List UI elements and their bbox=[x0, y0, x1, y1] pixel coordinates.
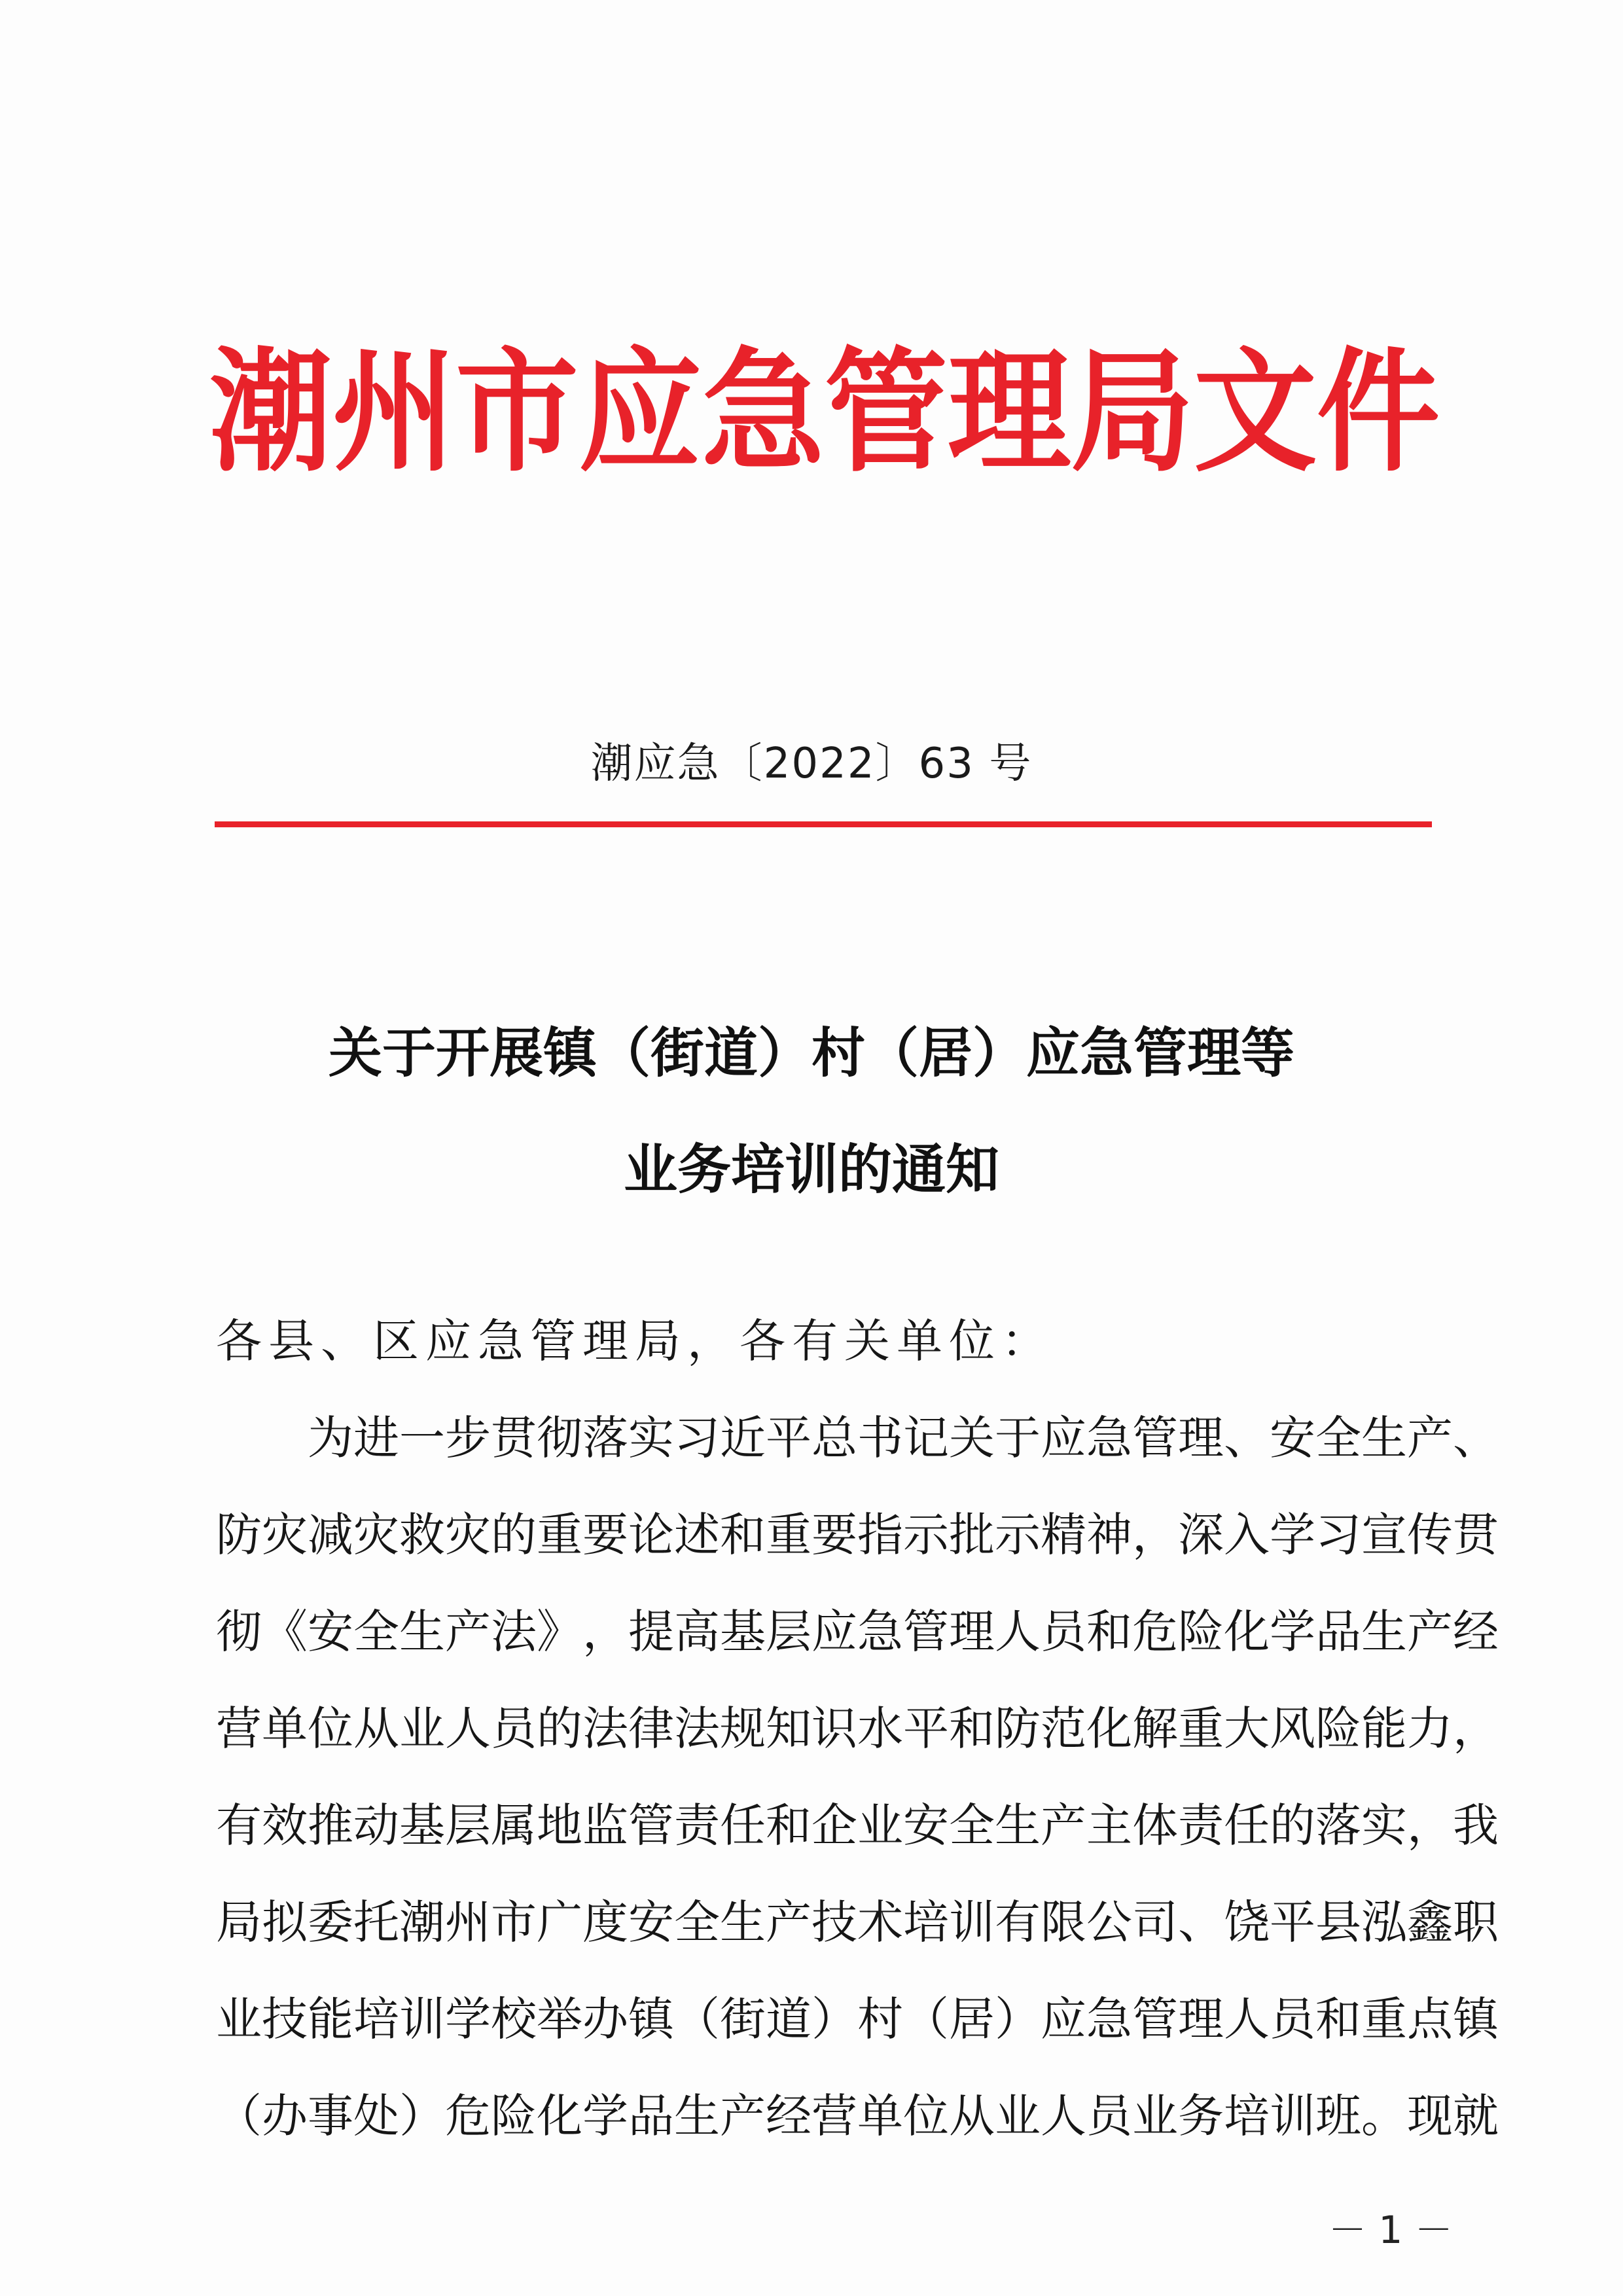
body-char: 落 bbox=[1315, 1799, 1361, 1852]
body-char: 力 bbox=[1407, 1702, 1453, 1755]
body-char: 于 bbox=[995, 1411, 1041, 1465]
masthead-char: 急 bbox=[702, 334, 825, 490]
body-char: 示 bbox=[995, 1508, 1041, 1562]
body-char: 和 bbox=[720, 1508, 766, 1562]
body-char: 管 bbox=[903, 1605, 949, 1659]
body-char: 校 bbox=[491, 1992, 537, 2046]
body-char: 全 bbox=[949, 1799, 995, 1852]
title-line-2: 业务培训的通知 bbox=[623, 1138, 999, 1201]
body-char: 能 bbox=[1361, 1702, 1407, 1755]
body-char: 能 bbox=[308, 1992, 353, 2046]
body-char: 法 bbox=[582, 1702, 628, 1755]
body-char: ， bbox=[1453, 1702, 1499, 1755]
body-char: 产 bbox=[1407, 1411, 1453, 1465]
body-char: 局 bbox=[216, 1895, 262, 1949]
body-char: 点 bbox=[1407, 1992, 1453, 2046]
body-char: 、 bbox=[1453, 1411, 1499, 1465]
body-char: 灾 bbox=[445, 1508, 491, 1562]
body-line bbox=[216, 1874, 1499, 1971]
body-char: 救 bbox=[399, 1508, 445, 1562]
document-number: 潮应急〔2022〕63 号 bbox=[590, 740, 1033, 788]
body-char: 化 bbox=[1086, 1702, 1132, 1755]
body-char: 品 bbox=[1315, 1605, 1361, 1659]
body-char: 法 bbox=[491, 1605, 537, 1659]
body-char: 任 bbox=[1224, 1799, 1270, 1852]
body-char: 》 bbox=[537, 1605, 582, 1659]
body-char: （ bbox=[903, 1992, 949, 2046]
body-char: 从 bbox=[949, 2089, 995, 2143]
body-char: 和 bbox=[766, 1799, 812, 1852]
body-char: 营 bbox=[216, 1702, 262, 1755]
body-char: 州 bbox=[445, 1895, 491, 1949]
body-char: （ bbox=[674, 1992, 720, 2046]
body-char: 落 bbox=[582, 1411, 628, 1465]
masthead-char: 局 bbox=[1071, 334, 1194, 490]
body-char: 度 bbox=[582, 1895, 628, 1949]
body-char: 业 bbox=[857, 1799, 903, 1852]
body-char: 处 bbox=[353, 2089, 399, 2143]
body-char: 术 bbox=[857, 1895, 903, 1949]
body-char: 《 bbox=[262, 1605, 308, 1659]
body-char: 产 bbox=[445, 1605, 491, 1659]
body-char: 实 bbox=[1361, 1799, 1407, 1852]
body-char: 近 bbox=[720, 1411, 766, 1465]
body-char: 彻 bbox=[216, 1605, 262, 1659]
body-char: 学 bbox=[1270, 1605, 1315, 1659]
body-char: 法 bbox=[674, 1702, 720, 1755]
masthead-char: 应 bbox=[579, 334, 702, 490]
body-char: （ bbox=[216, 2089, 262, 2143]
body-char: 书 bbox=[857, 1411, 903, 1465]
body-char: 应 bbox=[1041, 1992, 1086, 2046]
body-char: 进 bbox=[353, 1411, 399, 1465]
body-char: 提 bbox=[628, 1605, 674, 1659]
body-char: 人 bbox=[995, 1605, 1041, 1659]
body-char: 的 bbox=[1270, 1799, 1315, 1852]
body-char: 险 bbox=[1315, 1702, 1361, 1755]
masthead-char: 潮 bbox=[209, 334, 332, 490]
body-char: 平 bbox=[903, 1702, 949, 1755]
body-char: 位 bbox=[903, 2089, 949, 2143]
body-char: 主 bbox=[1086, 1799, 1132, 1852]
masthead bbox=[209, 334, 1440, 490]
body-char: 水 bbox=[857, 1702, 903, 1755]
body-char: 单 bbox=[262, 1702, 308, 1755]
body-char: ） bbox=[399, 2089, 445, 2143]
body-char: 深 bbox=[1178, 1508, 1224, 1562]
title-line-1: 关于开展镇（街道）村（居）应急管理等 bbox=[328, 1022, 1294, 1085]
body-char: 风 bbox=[1270, 1702, 1315, 1755]
body-char: 企 bbox=[812, 1799, 857, 1852]
body-char: 产 bbox=[720, 2089, 766, 2143]
masthead-char: 管 bbox=[825, 334, 948, 490]
masthead-char: 市 bbox=[455, 334, 579, 490]
body-char: 基 bbox=[399, 1799, 445, 1852]
body-char: 业 bbox=[399, 1702, 445, 1755]
body-char: 员 bbox=[1086, 2089, 1132, 2143]
body-char: 办 bbox=[262, 2089, 308, 2143]
body-char: 属 bbox=[491, 1799, 537, 1852]
body-char: 要 bbox=[812, 1508, 857, 1562]
body-char: 危 bbox=[445, 2089, 491, 2143]
body-char: 管 bbox=[1132, 1411, 1178, 1465]
body-char: 平 bbox=[1270, 1895, 1315, 1949]
body-char: 技 bbox=[262, 1992, 308, 2046]
body-line bbox=[216, 1777, 1499, 1874]
body-char: 道 bbox=[766, 1992, 812, 2046]
body-char: 层 bbox=[445, 1799, 491, 1852]
body-char: 关 bbox=[949, 1411, 995, 1465]
masthead-char: 文 bbox=[1194, 334, 1317, 490]
body-char: 务 bbox=[1178, 2089, 1224, 2143]
body-char: 防 bbox=[995, 1702, 1041, 1755]
body-char: 广 bbox=[537, 1895, 582, 1949]
body-char: 人 bbox=[445, 1702, 491, 1755]
body-char: 人 bbox=[1224, 1992, 1270, 2046]
body-char: 总 bbox=[812, 1411, 857, 1465]
body-char: 职 bbox=[1453, 1895, 1499, 1949]
body-char: 防 bbox=[216, 1508, 262, 1562]
body-char: 经 bbox=[1453, 1605, 1499, 1659]
body-char: 饶 bbox=[1224, 1895, 1270, 1949]
body-char: 化 bbox=[537, 2089, 582, 2143]
masthead-char: 州 bbox=[332, 334, 455, 490]
body-char: 基 bbox=[720, 1605, 766, 1659]
red-divider-line bbox=[215, 821, 1432, 827]
body-char: 培 bbox=[903, 1895, 949, 1949]
masthead-char: 理 bbox=[948, 334, 1071, 490]
body-char: 危 bbox=[1132, 1605, 1178, 1659]
body-char: 化 bbox=[1224, 1605, 1270, 1659]
body-char: 就 bbox=[1453, 2089, 1499, 2143]
body-line bbox=[216, 1583, 1499, 1680]
body-char: 示 bbox=[903, 1508, 949, 1562]
body-char: 全 bbox=[1315, 1411, 1361, 1465]
body-char: 泓 bbox=[1361, 1895, 1407, 1949]
body-char: 重 bbox=[1178, 1702, 1224, 1755]
body-char: 单 bbox=[857, 2089, 903, 2143]
body-char: ， bbox=[1407, 1799, 1453, 1852]
body-char: 全 bbox=[674, 1895, 720, 1949]
body-char: 减 bbox=[308, 1508, 353, 1562]
body-char: 安 bbox=[903, 1799, 949, 1852]
body-char: ， bbox=[1132, 1508, 1178, 1562]
body-char: 任 bbox=[720, 1799, 766, 1852]
body-char: 高 bbox=[674, 1605, 720, 1659]
body-char: 的 bbox=[491, 1508, 537, 1562]
body-char: 训 bbox=[949, 1895, 995, 1949]
body-char: 镇 bbox=[1453, 1992, 1499, 2046]
body-char: 为 bbox=[308, 1411, 353, 1465]
body-char: 险 bbox=[491, 2089, 537, 2143]
body-char: 范 bbox=[1041, 1702, 1086, 1755]
body-char: 知 bbox=[766, 1702, 812, 1755]
body-char: 全 bbox=[353, 1605, 399, 1659]
body-char: 鑫 bbox=[1407, 1895, 1453, 1949]
body-char: 重 bbox=[766, 1508, 812, 1562]
body-char: 生 bbox=[1361, 1605, 1407, 1659]
body-char: 贯 bbox=[1453, 1508, 1499, 1562]
body-line bbox=[216, 1390, 1499, 1486]
body-char: 学 bbox=[445, 1992, 491, 2046]
body-char: 和 bbox=[1086, 1605, 1132, 1659]
body-char: 重 bbox=[1361, 1992, 1407, 2046]
body-char: 记 bbox=[903, 1411, 949, 1465]
body-char: 解 bbox=[1132, 1702, 1178, 1755]
body-char: 管 bbox=[628, 1799, 674, 1852]
body-char: 公 bbox=[1086, 1895, 1132, 1949]
body-char: 贯 bbox=[491, 1411, 537, 1465]
body-char: 产 bbox=[1041, 1799, 1086, 1852]
body-char: 安 bbox=[628, 1895, 674, 1949]
body-char: 步 bbox=[445, 1411, 491, 1465]
body-char: 应 bbox=[1041, 1411, 1086, 1465]
body-char: 生 bbox=[995, 1799, 1041, 1852]
body-char: 员 bbox=[1041, 1605, 1086, 1659]
body-char: 平 bbox=[766, 1411, 812, 1465]
body-char: 司 bbox=[1132, 1895, 1178, 1949]
body-char: 重 bbox=[537, 1508, 582, 1562]
body-char: 实 bbox=[628, 1411, 674, 1465]
body-char: 有 bbox=[216, 1799, 262, 1852]
body-char: 事 bbox=[308, 2089, 353, 2143]
body-char: 。 bbox=[1361, 2089, 1407, 2143]
body-char: 、 bbox=[1224, 1411, 1270, 1465]
body-char: ， bbox=[582, 1605, 628, 1659]
body-char: 责 bbox=[1178, 1799, 1224, 1852]
body-char: 潮 bbox=[399, 1895, 445, 1949]
body-char: 生 bbox=[1361, 1411, 1407, 1465]
body-char: 生 bbox=[674, 2089, 720, 2143]
body-char: 效 bbox=[262, 1799, 308, 1852]
body-char: 律 bbox=[628, 1702, 674, 1755]
body-char: 一 bbox=[399, 1411, 445, 1465]
body-char: 培 bbox=[353, 1992, 399, 2046]
body-char: 市 bbox=[491, 1895, 537, 1949]
body-char: 地 bbox=[537, 1799, 582, 1852]
body-line bbox=[216, 1971, 1499, 2068]
body-char: 生 bbox=[399, 1605, 445, 1659]
body-char: 指 bbox=[857, 1508, 903, 1562]
body-char: 大 bbox=[1224, 1702, 1270, 1755]
body-char: 论 bbox=[628, 1508, 674, 1562]
indent-space bbox=[216, 1390, 262, 1486]
body-char: 宣 bbox=[1361, 1508, 1407, 1562]
body-char: 和 bbox=[1315, 1992, 1361, 2046]
body-char: 批 bbox=[949, 1508, 995, 1562]
body-line bbox=[216, 1486, 1499, 1583]
body-char: 培 bbox=[1224, 2089, 1270, 2143]
body-char: 训 bbox=[399, 1992, 445, 2046]
body-char: 习 bbox=[674, 1411, 720, 1465]
body-char: 急 bbox=[1086, 1992, 1132, 2046]
body-char: 管 bbox=[1132, 1992, 1178, 2046]
body-char: 产 bbox=[1407, 1605, 1453, 1659]
body-char: 责 bbox=[674, 1799, 720, 1852]
body-char: 险 bbox=[1178, 1605, 1224, 1659]
body-char: 体 bbox=[1132, 1799, 1178, 1852]
masthead-char: 件 bbox=[1317, 334, 1440, 490]
body-char: 经 bbox=[766, 2089, 812, 2143]
body-char: 产 bbox=[766, 1895, 812, 1949]
body-char: 业 bbox=[216, 1992, 262, 2046]
body-char: 述 bbox=[674, 1508, 720, 1562]
body-char: 县 bbox=[1315, 1895, 1361, 1949]
body-char: ） bbox=[812, 1992, 857, 2046]
document-title bbox=[0, 995, 1623, 1228]
body-char: 举 bbox=[537, 1992, 582, 2046]
body-char: 和 bbox=[949, 1702, 995, 1755]
body-char: 急 bbox=[857, 1605, 903, 1659]
body-char: 现 bbox=[1407, 2089, 1453, 2143]
body-char: 急 bbox=[1086, 1411, 1132, 1465]
body-char: 规 bbox=[720, 1702, 766, 1755]
body-char: 安 bbox=[308, 1605, 353, 1659]
salutation: 各县、区应急管理局，各有关单位： bbox=[216, 1314, 1054, 1368]
body-char: ） bbox=[995, 1992, 1041, 2046]
body-char: 限 bbox=[1041, 1895, 1086, 1949]
body-char: 街 bbox=[720, 1992, 766, 2046]
body-char: 员 bbox=[491, 1702, 537, 1755]
body-char: 应 bbox=[812, 1605, 857, 1659]
body-char: 员 bbox=[1270, 1992, 1315, 2046]
body-char: 理 bbox=[1178, 1992, 1224, 2046]
body-char: 业 bbox=[995, 2089, 1041, 2143]
body-char: 推 bbox=[308, 1799, 353, 1852]
body-char: 技 bbox=[812, 1895, 857, 1949]
body-char: 村 bbox=[857, 1992, 903, 2046]
body-char: 理 bbox=[1178, 1411, 1224, 1465]
body-char: 托 bbox=[353, 1895, 399, 1949]
body-char: 生 bbox=[720, 1895, 766, 1949]
body-char: 动 bbox=[353, 1799, 399, 1852]
document-body bbox=[216, 1293, 1499, 2164]
page-number: － 1 － bbox=[1329, 2208, 1453, 2252]
body-char: 镇 bbox=[628, 1992, 674, 2046]
body-char: 安 bbox=[1270, 1411, 1315, 1465]
body-char: 训 bbox=[1270, 2089, 1315, 2143]
body-char: 彻 bbox=[537, 1411, 582, 1465]
body-line bbox=[216, 1680, 1499, 1777]
body-line bbox=[216, 2068, 1499, 2164]
body-char: 的 bbox=[537, 1702, 582, 1755]
body-char: 习 bbox=[1315, 1508, 1361, 1562]
body-char: 我 bbox=[1453, 1799, 1499, 1852]
body-char: 灾 bbox=[262, 1508, 308, 1562]
body-char: 业 bbox=[1132, 2089, 1178, 2143]
body-char: 营 bbox=[812, 2089, 857, 2143]
body-char: 神 bbox=[1086, 1508, 1132, 1562]
body-char: 灾 bbox=[353, 1508, 399, 1562]
body-char: 从 bbox=[353, 1702, 399, 1755]
body-char: 居 bbox=[949, 1992, 995, 2046]
indent-space bbox=[262, 1390, 308, 1486]
body-char: 委 bbox=[308, 1895, 353, 1949]
body-char: 精 bbox=[1041, 1508, 1086, 1562]
body-char: 监 bbox=[582, 1799, 628, 1852]
body-char: 拟 bbox=[262, 1895, 308, 1949]
body-char: 班 bbox=[1315, 2089, 1361, 2143]
body-char: 有 bbox=[995, 1895, 1041, 1949]
body-char: 学 bbox=[1270, 1508, 1315, 1562]
body-char: 位 bbox=[308, 1702, 353, 1755]
body-char: 学 bbox=[582, 2089, 628, 2143]
body-char: 层 bbox=[766, 1605, 812, 1659]
body-char: 要 bbox=[582, 1508, 628, 1562]
body-char: 识 bbox=[812, 1702, 857, 1755]
body-char: 传 bbox=[1407, 1508, 1453, 1562]
body-char: 理 bbox=[949, 1605, 995, 1659]
body-char: 、 bbox=[1178, 1895, 1224, 1949]
body-char: 人 bbox=[1041, 2089, 1086, 2143]
body-char: 入 bbox=[1224, 1508, 1270, 1562]
body-char: 品 bbox=[628, 2089, 674, 2143]
body-char: 办 bbox=[582, 1992, 628, 2046]
